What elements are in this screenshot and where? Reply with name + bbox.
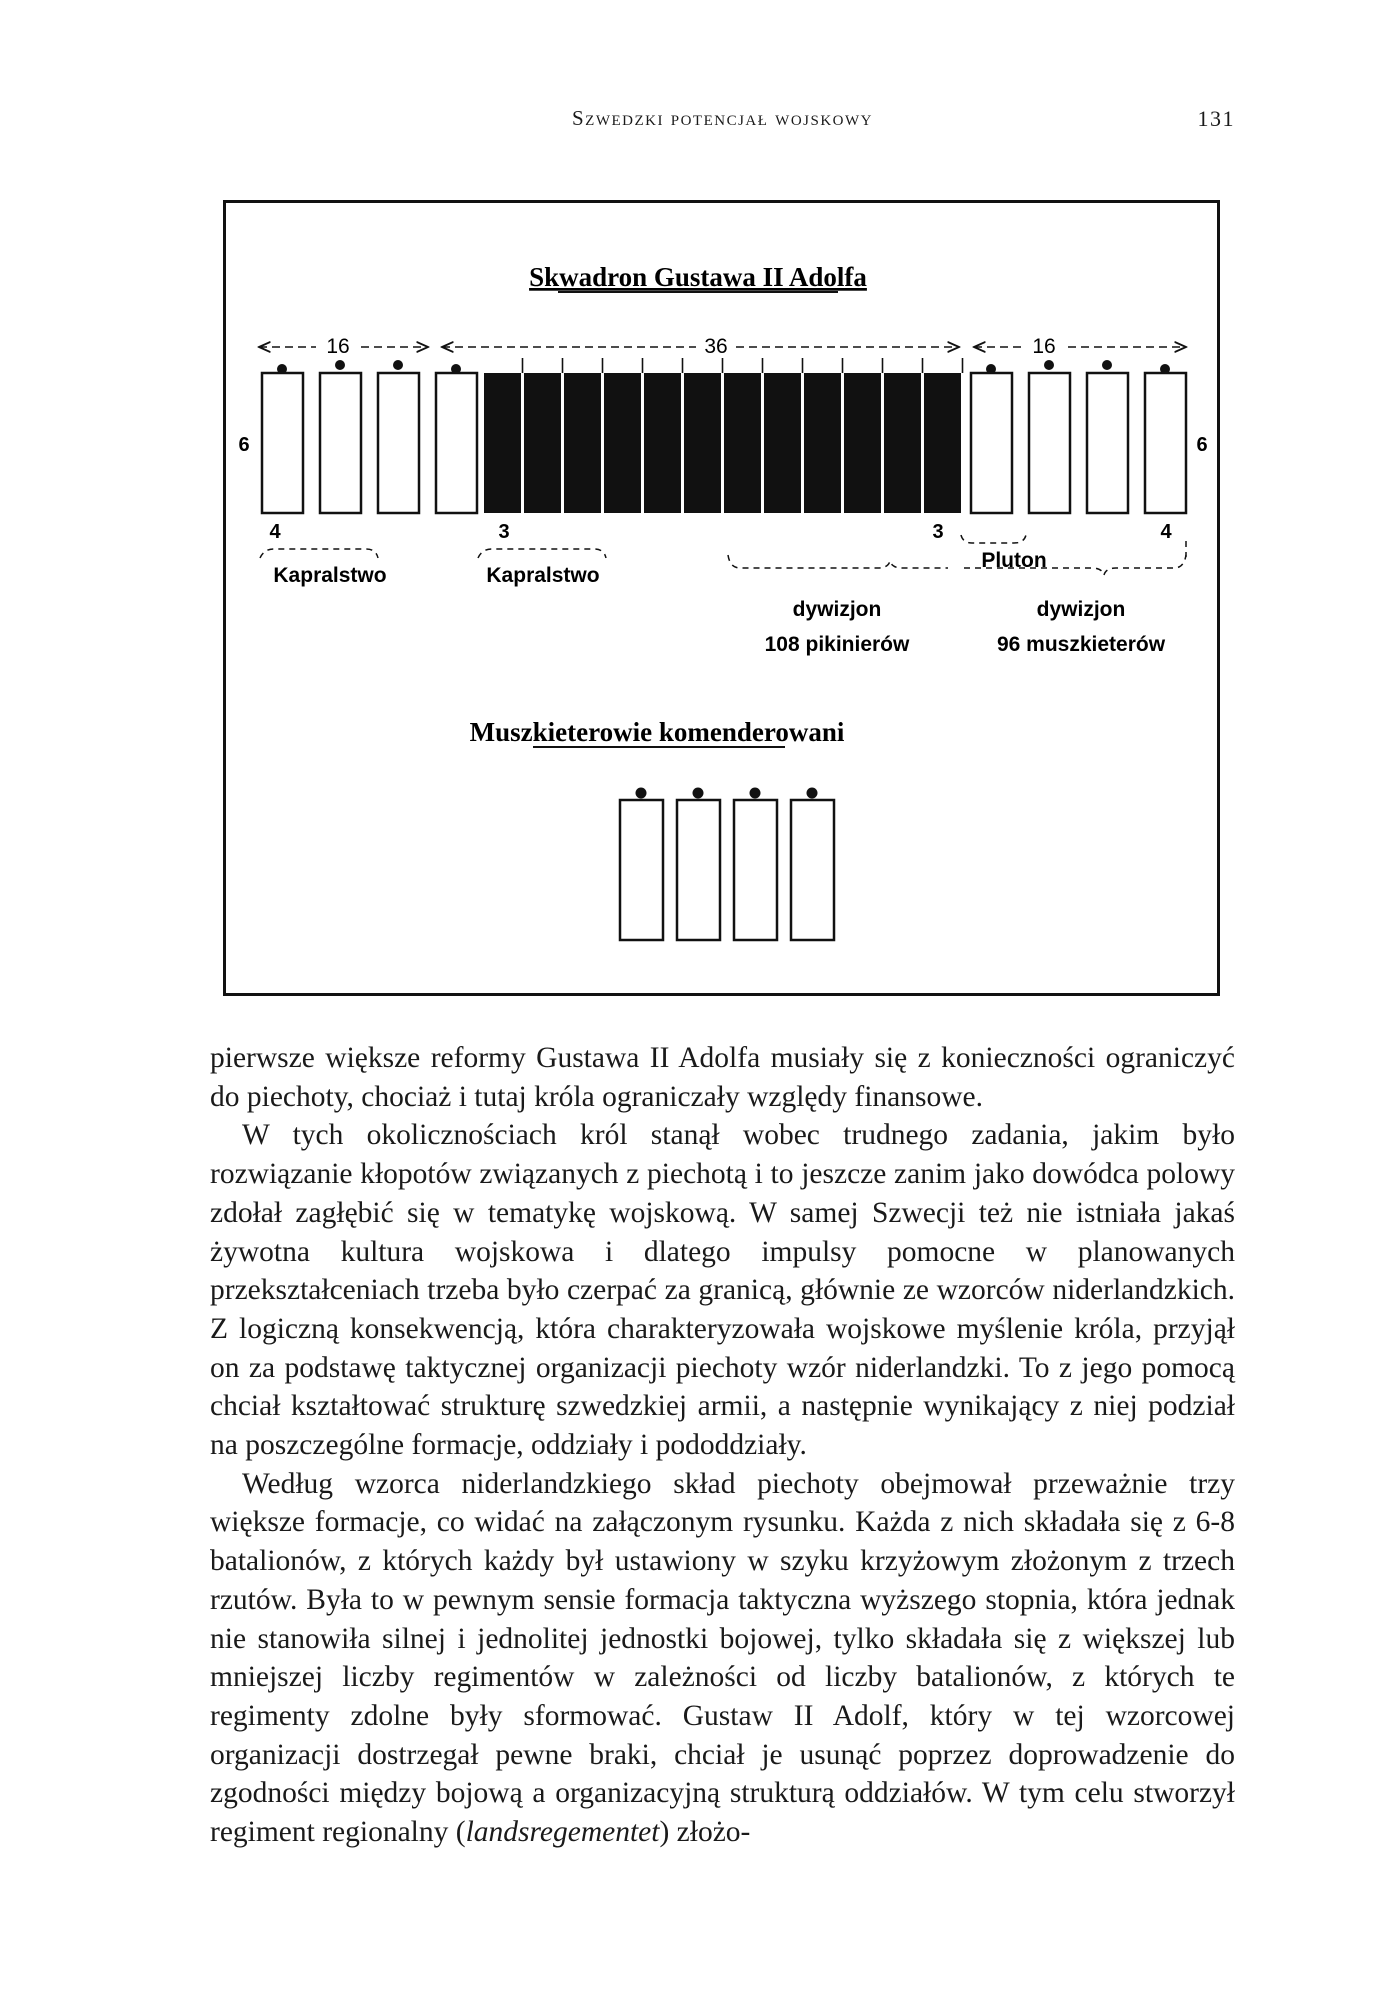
pikeman-file <box>804 373 841 513</box>
brace-kapralstwo-right <box>478 549 606 558</box>
officer-marker <box>335 360 345 370</box>
musketeer-file <box>1145 373 1186 513</box>
span-label-center: 36 <box>704 335 728 358</box>
musketeer-file <box>436 373 477 513</box>
detached-musketeers-title: Muszkieterowie komenderowani <box>469 717 845 747</box>
officer-marker <box>1102 360 1112 370</box>
pikeman-file <box>884 373 921 513</box>
brace-pluton <box>961 535 1026 543</box>
squadron-figure <box>223 200 1220 996</box>
officer-marker <box>1044 360 1054 370</box>
count-right: 4 <box>1160 521 1172 543</box>
musketeer-file <box>1029 373 1070 513</box>
pikeman-file <box>484 373 521 513</box>
musketeer-file <box>378 373 419 513</box>
squadron-diagram <box>226 203 1223 999</box>
pikeman-file <box>564 373 601 513</box>
officer-marker <box>636 788 647 799</box>
musketeer-file <box>262 373 303 513</box>
musketeer-files-right <box>971 360 1186 513</box>
paragraph: W tych okolicznościach król stanął wobec trudnego zadania, jakim było rozwiązanie kłopotów związanych z piechotą i to jeszcze zanim jako dowódca polowy zdołał zagłębić się w tematykę wojskową. W samej Szwecji też nie istniała jakaś żywotna kultura wojskowa i dlatego impulsy pomocne w planowanych przekształceniach trzeba było czerpać za granicą, głównie ze wzorców niderlandzkich. Z logiczną konsekwencją, która charakteryzowała wojskowe myślenie króla, przyjął on za podstawę taktycznej organizacji piechoty wzór niderlandzki. To z jego pomocą chciał kształtować strukturę szwedzkiej armii, a następnie wynikający z niej podział na poszczególne formacje, oddziały i pododdziały. <box>210 1119 1235 1462</box>
depth-label-right: 6 <box>1196 434 1208 456</box>
officer-marker <box>693 788 704 799</box>
label-kapralstwo-left: Kapralstwo <box>273 564 387 587</box>
musketeer-file <box>620 800 663 940</box>
officer-marker <box>807 788 818 799</box>
body-text <box>210 1039 1235 1852</box>
pikeman-file <box>764 373 801 513</box>
pikeman-file <box>724 373 761 513</box>
officer-marker <box>986 364 996 374</box>
label-pikemen-count: 108 pikinierów <box>764 633 910 656</box>
label-musketeers-count: 96 muszkieterów <box>996 633 1166 656</box>
pikeman-file <box>684 373 721 513</box>
officer-marker <box>1160 364 1170 374</box>
label-kapralstwo-right: Kapralstwo <box>486 564 600 587</box>
detached-musketeer-files <box>620 788 834 941</box>
label-dywizjon-musketeers: dywizjon <box>1036 598 1126 621</box>
officer-marker <box>277 364 287 374</box>
pikeman-file <box>524 373 561 513</box>
paragraph-text-end: ) złożo- <box>659 1816 751 1849</box>
officer-marker <box>451 364 461 374</box>
musketeer-files-left <box>262 360 477 513</box>
officer-marker <box>393 360 403 370</box>
count-center-left: 3 <box>498 521 510 543</box>
pikeman-file <box>924 373 961 513</box>
label-dywizjon-pikemen: dywizjon <box>792 598 882 621</box>
musketeer-file <box>677 800 720 940</box>
span-label-right: 16 <box>1032 335 1056 358</box>
musketeer-file <box>320 373 361 513</box>
figure-title: Skwadron Gustawa II Adolfa <box>529 262 867 292</box>
paragraph: pierwsze większe reformy Gustawa II Adolfa musiały się z konieczności ograniczyć do piechoty, chociaż i tutaj króla ograniczały względy finansowe. <box>210 1042 1235 1113</box>
running-title: Szwedzki potencjał wojskowy <box>572 106 873 130</box>
count-center-right: 3 <box>932 521 944 543</box>
depth-label-left: 6 <box>238 434 250 456</box>
musketeer-file <box>971 373 1012 513</box>
pikeman-file <box>644 373 681 513</box>
running-head <box>210 106 1235 136</box>
musketeer-file <box>1087 373 1128 513</box>
pikeman-file <box>844 373 881 513</box>
italic-term: landsregementet <box>465 1816 660 1849</box>
musketeer-file <box>791 800 834 940</box>
paragraph <box>210 1465 1235 1852</box>
paragraph-text: Według wzorca niderlandzkiego skład piechoty obejmował przeważnie trzy większe formacje, co widać na załączonym rysunku. Każda z nich składała się z 6-8 batalionów, z których każdy był ustawiony w szyku krzyżowym złożonym z trzech rzutów. Była to w pewnym sensie formacja taktyczna wyższego stopnia, która jednak nie stanowiła silnej i jednolitej jednostki bojowej, tylko składała się z większej lub mniejszej liczby regimentów w zależności od liczby batalionów, z których te regimenty zdolne były sformować. Gustaw II Adolf, który w tej wzorcowej organizacji dostrzegał pewne braki, chciał je usunąć poprzez doprowadzenie do zgodności między bojową a organizacyjną strukturą oddziałów. W tym celu stworzył regiment regionalny ( <box>210 1467 1235 1849</box>
span-label-left: 16 <box>326 335 350 358</box>
page-number: 131 <box>1197 106 1235 131</box>
musketeer-file <box>734 800 777 940</box>
pikemen-files <box>484 358 963 513</box>
pikeman-file <box>604 373 641 513</box>
officer-marker <box>750 788 761 799</box>
brace-kapralstwo-left <box>260 549 378 558</box>
count-left: 4 <box>269 521 281 543</box>
brace-dywizjon-left <box>728 555 948 568</box>
grouping-braces <box>260 535 1186 575</box>
label-pluton: Pluton <box>981 549 1047 572</box>
